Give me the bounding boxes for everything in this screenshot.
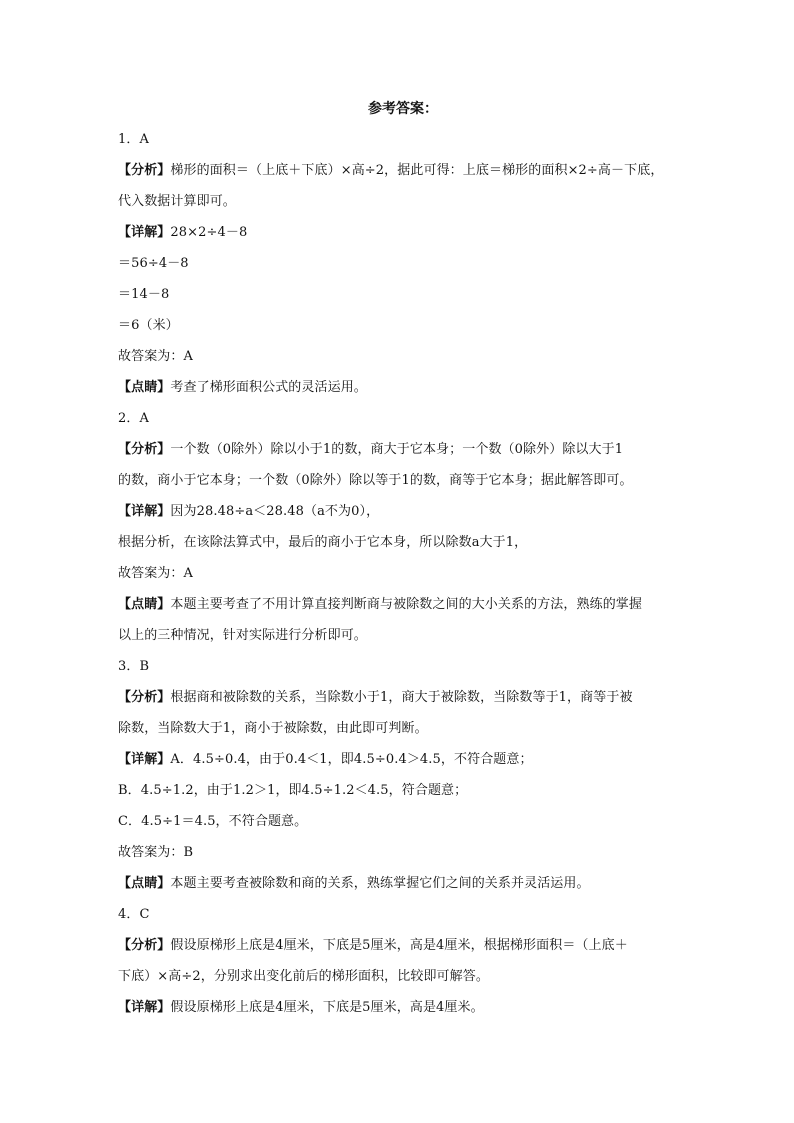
- answer-line: [118, 868, 688, 899]
- answer-line: [118, 465, 688, 496]
- line-text: 4．C: [118, 907, 150, 922]
- line-text: A．4.5÷0.4，由于0.4＜1，即4.5÷0.4＞4.5，不符合题意；: [170, 752, 533, 767]
- section-tag: 【详解】: [118, 504, 171, 519]
- answer-line: [118, 744, 688, 775]
- answer-line: [118, 992, 688, 1023]
- answer-line: [118, 372, 688, 403]
- section-tag: 【点睛】: [118, 597, 171, 612]
- line-text: 2．A: [118, 411, 149, 426]
- answer-line: [118, 651, 688, 682]
- line-text: 梯形的面积＝（上底＋下底）×高÷2，据此可得：上底＝梯形的面积×2÷高－下底，: [170, 163, 664, 178]
- answer-line: [118, 341, 688, 372]
- answer-line: [118, 806, 688, 837]
- answer-sheet: [118, 96, 688, 1023]
- answer-line: [118, 310, 688, 341]
- line-text: ＝56÷4－8: [118, 256, 189, 271]
- line-text: 1．A: [118, 132, 149, 147]
- answer-line: [118, 217, 688, 248]
- section-tag: 【分析】: [118, 442, 171, 457]
- section-tag: 【点睛】: [118, 380, 171, 395]
- answer-line: [118, 837, 688, 868]
- section-tag: 【分析】: [118, 690, 171, 705]
- line-text: 假设原梯形上底是4厘米，下底是5厘米，高是4厘米。: [170, 1000, 484, 1015]
- section-tag: 【分析】: [118, 163, 171, 178]
- line-text: 根据分析，在该除法算式中，最后的商小于它本身，所以除数a大于1，: [118, 535, 528, 550]
- line-text: 故答案为：B: [118, 845, 194, 860]
- section-tag: 【详解】: [118, 752, 171, 767]
- answer-line: [118, 899, 688, 930]
- line-text: 本题主要考查被除数和商的关系，熟练掌握它们之间的关系并灵活运用。: [170, 876, 590, 891]
- section-tag: 【详解】: [118, 225, 171, 240]
- line-text: 的数，商小于它本身；一个数（0除外）除以等于1的数，商等于它本身；据此解答即可。: [118, 473, 633, 488]
- line-text: 下底）×高÷2，分别求出变化前后的梯形面积，比较即可解答。: [118, 969, 489, 984]
- answer-line: [118, 775, 688, 806]
- page-title: 参考答案：: [368, 101, 438, 117]
- answer-line: [118, 620, 688, 651]
- line-text: 故答案为：A: [118, 349, 193, 364]
- line-text: ＝6（米）: [118, 318, 179, 333]
- answer-line: [118, 186, 688, 217]
- section-tag: 【详解】: [118, 1000, 171, 1015]
- line-text: 3．B: [118, 659, 150, 674]
- line-text: 一个数（0除外）除以小于1的数，商大于它本身；一个数（0除外）除以大于1: [170, 442, 624, 457]
- answer-line: [118, 155, 688, 186]
- line-text: C．4.5÷1＝4.5，不符合题意。: [118, 814, 308, 829]
- answer-line: [118, 496, 688, 527]
- answer-line: [118, 558, 688, 589]
- answer-line: [118, 930, 688, 961]
- answer-line: [118, 403, 688, 434]
- line-text: 本题主要考查了不用计算直接判断商与被除数之间的大小关系的方法，熟练的掌握: [170, 597, 643, 612]
- line-text: ＝14－8: [118, 287, 170, 302]
- answer-line: [118, 248, 688, 279]
- line-text: 假设原梯形上底是4厘米，下底是5厘米，高是4厘米，根据梯形面积＝（上底＋: [170, 938, 628, 953]
- section-tag: 【点睛】: [118, 876, 171, 891]
- line-text: 考查了梯形面积公式的灵活运用。: [170, 380, 367, 395]
- answer-line: [118, 589, 688, 620]
- answer-line: [118, 434, 688, 465]
- line-text: 代入数据计算即可。: [118, 194, 236, 209]
- line-text: 除数，当除数大于1，商小于被除数，由此即可判断。: [118, 721, 428, 736]
- line-text: 故答案为：A: [118, 566, 193, 581]
- line-text: 以上的三种情况，针对实际进行分析即可。: [118, 628, 367, 643]
- line-text: 28×2÷4－8: [170, 225, 248, 240]
- line-text: 因为28.48÷a＜28.48（a不为0），: [170, 504, 380, 519]
- answer-line: [118, 124, 688, 155]
- answer-line: [118, 961, 688, 992]
- line-text: 根据商和被除数的关系，当除数小于1，商大于被除数，当除数等于1，商等于被: [170, 690, 633, 705]
- answer-line: [118, 527, 688, 558]
- answer-lines: [118, 124, 688, 1023]
- section-tag: 【分析】: [118, 938, 171, 953]
- answer-line: [118, 713, 688, 744]
- answer-line: [118, 682, 688, 713]
- answer-line: [118, 279, 688, 310]
- line-text: B．4.5÷1.2，由于1.2＞1，即4.5÷1.2＜4.5，符合题意；: [118, 783, 468, 798]
